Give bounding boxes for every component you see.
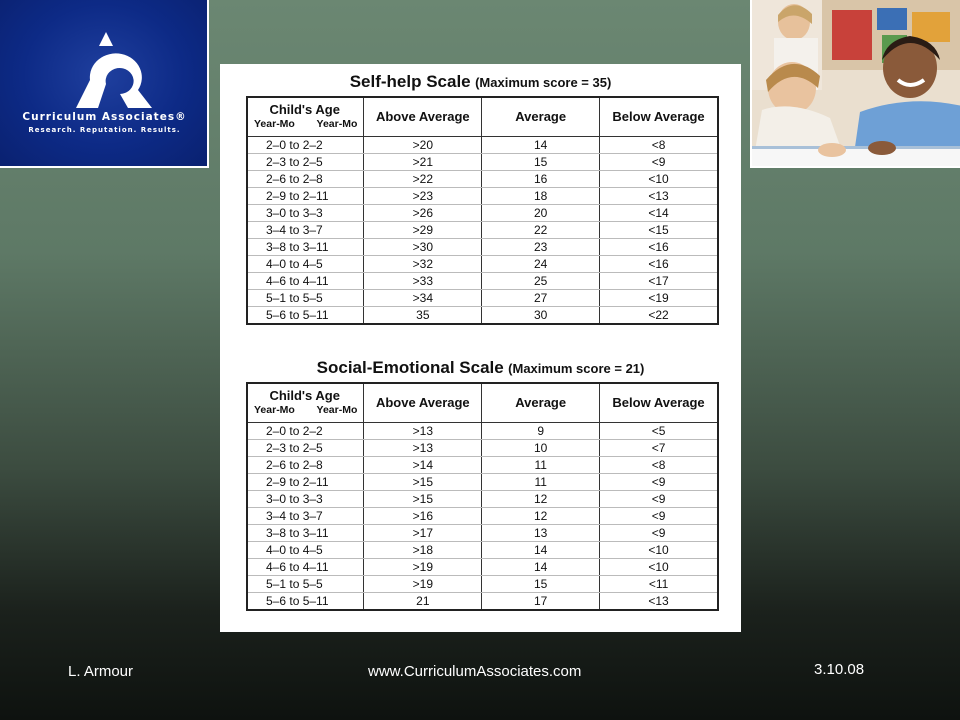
average-cell: 12 bbox=[482, 508, 600, 525]
header-below-average: Below Average bbox=[600, 383, 718, 423]
table-row bbox=[247, 222, 718, 239]
average-cell: 17 bbox=[482, 593, 600, 611]
age-cell: 2–6 to 2–8 bbox=[247, 457, 364, 474]
header-below-average: Below Average bbox=[600, 97, 718, 137]
table-row bbox=[247, 205, 718, 222]
header-above-average: Above Average bbox=[364, 383, 482, 423]
above-cell: >19 bbox=[364, 576, 482, 593]
average-cell: 25 bbox=[482, 273, 600, 290]
age-cell: 4–6 to 4–11 bbox=[247, 273, 364, 290]
below-cell: <10 bbox=[600, 542, 718, 559]
logo-name: Curriculum Associates® bbox=[22, 111, 187, 123]
average-cell: 24 bbox=[482, 256, 600, 273]
average-cell: 14 bbox=[482, 137, 600, 154]
classroom-photo bbox=[750, 0, 960, 168]
age-cell: 5–1 to 5–5 bbox=[247, 576, 364, 593]
average-cell: 11 bbox=[482, 457, 600, 474]
table-row bbox=[247, 273, 718, 290]
table-row bbox=[247, 423, 718, 440]
above-cell: >26 bbox=[364, 205, 482, 222]
below-cell: <17 bbox=[600, 273, 718, 290]
self-help-title: Self-help Scale (Maximum score = 35) bbox=[349, 72, 612, 91]
average-cell: 15 bbox=[482, 154, 600, 171]
table-row bbox=[247, 154, 718, 171]
below-cell: <8 bbox=[600, 457, 718, 474]
above-cell: >33 bbox=[364, 273, 482, 290]
below-cell: <22 bbox=[600, 307, 718, 325]
above-cell: >18 bbox=[364, 542, 482, 559]
average-cell: 27 bbox=[482, 290, 600, 307]
age-cell: 3–0 to 3–3 bbox=[247, 205, 364, 222]
below-cell: <9 bbox=[600, 154, 718, 171]
average-cell: 15 bbox=[482, 576, 600, 593]
below-cell: <10 bbox=[600, 171, 718, 188]
above-cell: 35 bbox=[364, 307, 482, 325]
age-cell: 5–6 to 5–11 bbox=[247, 307, 364, 325]
below-cell: <13 bbox=[600, 593, 718, 611]
table-row bbox=[247, 290, 718, 307]
age-cell: 4–6 to 4–11 bbox=[247, 559, 364, 576]
above-cell: >32 bbox=[364, 256, 482, 273]
above-cell: >23 bbox=[364, 188, 482, 205]
average-cell: 14 bbox=[482, 559, 600, 576]
curriculum-associates-logo bbox=[0, 0, 209, 168]
age-cell: 4–0 to 4–5 bbox=[247, 256, 364, 273]
below-cell: <19 bbox=[600, 290, 718, 307]
age-cell: 2–0 to 2–2 bbox=[247, 423, 364, 440]
norms-document bbox=[220, 64, 741, 632]
average-cell: 9 bbox=[482, 423, 600, 440]
above-cell: >30 bbox=[364, 239, 482, 256]
header-above-average: Above Average bbox=[364, 97, 482, 137]
above-cell: >15 bbox=[364, 491, 482, 508]
age-cell: 2–6 to 2–8 bbox=[247, 171, 364, 188]
self-help-table bbox=[246, 96, 719, 325]
average-cell: 20 bbox=[482, 205, 600, 222]
table-row bbox=[247, 137, 718, 154]
average-cell: 14 bbox=[482, 542, 600, 559]
age-cell: 2–9 to 2–11 bbox=[247, 188, 364, 205]
table-row bbox=[247, 256, 718, 273]
header-average: Average bbox=[482, 97, 600, 137]
header-childs-age: Child's Age Year-Mo Year-Mo bbox=[247, 97, 364, 137]
table-row bbox=[247, 457, 718, 474]
table-row bbox=[247, 593, 718, 611]
header-average: Average bbox=[482, 383, 600, 423]
age-cell: 4–0 to 4–5 bbox=[247, 542, 364, 559]
age-cell: 3–4 to 3–7 bbox=[247, 508, 364, 525]
table-row bbox=[247, 525, 718, 542]
age-cell: 2–9 to 2–11 bbox=[247, 474, 364, 491]
above-cell: >15 bbox=[364, 474, 482, 491]
above-cell: >17 bbox=[364, 525, 482, 542]
below-cell: <11 bbox=[600, 576, 718, 593]
average-cell: 23 bbox=[482, 239, 600, 256]
average-cell: 18 bbox=[482, 188, 600, 205]
table-row bbox=[247, 188, 718, 205]
below-cell: <15 bbox=[600, 222, 718, 239]
above-cell: >22 bbox=[364, 171, 482, 188]
age-cell: 5–6 to 5–11 bbox=[247, 593, 364, 611]
table-row bbox=[247, 559, 718, 576]
age-cell: 2–3 to 2–5 bbox=[247, 440, 364, 457]
footer-url[interactable]: www.CurriculumAssociates.com bbox=[368, 663, 582, 680]
age-cell: 3–4 to 3–7 bbox=[247, 222, 364, 239]
table-row bbox=[247, 491, 718, 508]
above-cell: >13 bbox=[364, 440, 482, 457]
below-cell: <16 bbox=[600, 256, 718, 273]
table-row bbox=[247, 239, 718, 256]
average-cell: 11 bbox=[482, 474, 600, 491]
footer-date: 3.10.08 bbox=[814, 661, 865, 678]
table-row bbox=[247, 171, 718, 188]
above-cell: 21 bbox=[364, 593, 482, 611]
above-cell: >21 bbox=[364, 154, 482, 171]
average-cell: 10 bbox=[482, 440, 600, 457]
above-cell: >34 bbox=[364, 290, 482, 307]
below-cell: <7 bbox=[600, 440, 718, 457]
age-cell: 2–0 to 2–2 bbox=[247, 137, 364, 154]
social-emotional-title: Social-Emotional Scale (Maximum score = 21) bbox=[316, 358, 645, 377]
below-cell: <9 bbox=[600, 474, 718, 491]
footer-author: L. Armour bbox=[68, 663, 134, 680]
logo-mark-icon bbox=[54, 30, 158, 114]
logo-tagline: Research. Reputation. Results. bbox=[28, 126, 181, 134]
average-cell: 16 bbox=[482, 171, 600, 188]
above-cell: >19 bbox=[364, 559, 482, 576]
age-cell: 2–3 to 2–5 bbox=[247, 154, 364, 171]
header-childs-age: Child's Age Year-Mo Year-Mo bbox=[247, 383, 364, 423]
below-cell: <9 bbox=[600, 491, 718, 508]
table-row bbox=[247, 474, 718, 491]
above-cell: >13 bbox=[364, 423, 482, 440]
below-cell: <14 bbox=[600, 205, 718, 222]
age-cell: 3–8 to 3–11 bbox=[247, 239, 364, 256]
social-emotional-rows bbox=[247, 423, 718, 611]
above-cell: >20 bbox=[364, 137, 482, 154]
below-cell: <10 bbox=[600, 559, 718, 576]
above-cell: >14 bbox=[364, 457, 482, 474]
social-emotional-table bbox=[246, 382, 719, 611]
table-row bbox=[247, 440, 718, 457]
below-cell: <13 bbox=[600, 188, 718, 205]
average-cell: 22 bbox=[482, 222, 600, 239]
below-cell: <5 bbox=[600, 423, 718, 440]
below-cell: <9 bbox=[600, 508, 718, 525]
table-row bbox=[247, 542, 718, 559]
children-photo-image bbox=[752, 0, 960, 168]
average-cell: 12 bbox=[482, 491, 600, 508]
average-cell: 13 bbox=[482, 525, 600, 542]
self-help-rows bbox=[247, 137, 718, 325]
below-cell: <16 bbox=[600, 239, 718, 256]
age-cell: 3–0 to 3–3 bbox=[247, 491, 364, 508]
table-row bbox=[247, 508, 718, 525]
below-cell: <8 bbox=[600, 137, 718, 154]
table-row bbox=[247, 307, 718, 325]
below-cell: <9 bbox=[600, 525, 718, 542]
age-cell: 3–8 to 3–11 bbox=[247, 525, 364, 542]
table-row bbox=[247, 576, 718, 593]
average-cell: 30 bbox=[482, 307, 600, 325]
age-cell: 5–1 to 5–5 bbox=[247, 290, 364, 307]
above-cell: >29 bbox=[364, 222, 482, 239]
above-cell: >16 bbox=[364, 508, 482, 525]
